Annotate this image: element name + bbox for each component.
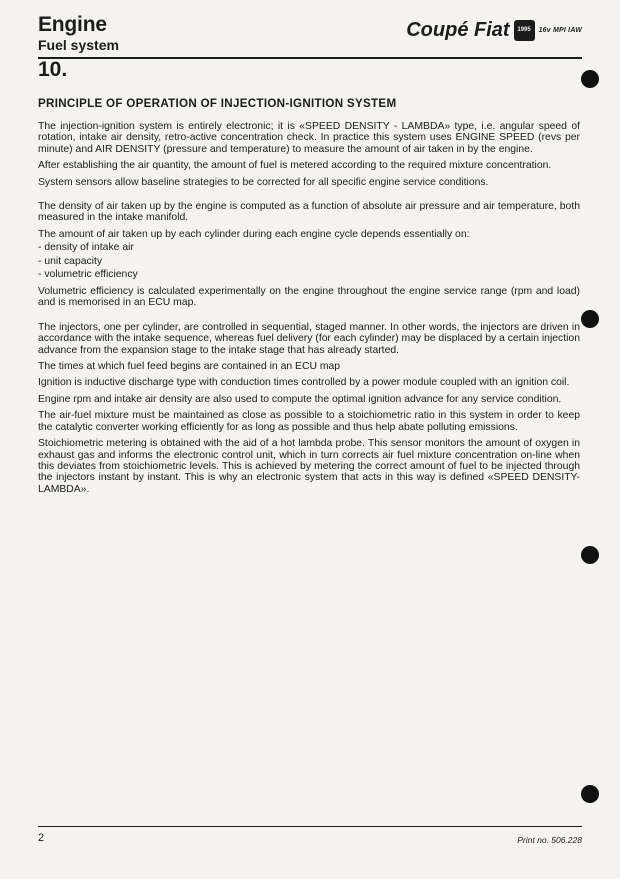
paragraph: Volumetric efficiency is calculated experimentally on the engine throughout the engine service range (rpm and load) and is memorised in an ECU map. xyxy=(38,286,580,309)
chapter-subtitle: Fuel system xyxy=(38,37,119,53)
binder-hole-icon xyxy=(581,785,599,803)
section-number: 10. xyxy=(38,58,68,81)
engine-label: 16v MPI IAW xyxy=(538,26,582,34)
model-year-badge: 1995 xyxy=(514,20,535,41)
header-left xyxy=(38,14,119,53)
binder-hole-icon xyxy=(581,546,599,564)
paragraph: After establishing the air quantity, the amount of fuel is metered according to the required mixture concentration. xyxy=(38,160,552,172)
header-right xyxy=(406,19,582,41)
paragraph: The density of air taken up by the engine is computed as a function of absolute air pressure and air temperature, both measured in the intake manifold. xyxy=(38,201,580,224)
chapter-title: Engine xyxy=(38,13,107,36)
paragraph: Ignition is inductive discharge type with conduction times controlled by a power module coupled with an ignition coil. xyxy=(38,377,570,389)
section-heading: PRINCIPLE OF OPERATION OF INJECTION-IGNITION SYSTEM xyxy=(38,97,397,110)
page-number: 2 xyxy=(38,832,45,844)
body-content xyxy=(38,97,580,500)
list-item: - volumetric efficiency xyxy=(38,269,138,281)
header-rule xyxy=(38,57,582,59)
list-item: - unit capacity xyxy=(38,255,103,267)
print-number: Print no. 506.228 xyxy=(517,835,582,845)
paragraph: The times at which fuel feed begins are contained in an ECU map xyxy=(38,361,341,373)
paragraph: Engine rpm and intake air density are also used to compute the optimal ignition advance for any service condition. xyxy=(38,393,562,405)
binder-hole-icon xyxy=(581,70,599,88)
paragraph: The amount of air taken up by each cylinder during each engine cycle depends essentially on: xyxy=(38,228,470,240)
binder-hole-icon xyxy=(581,310,599,328)
paragraph: The injection-ignition system is entirely electronic; it is «SPEED DENSITY - LAMBDA» type, i.e. angular speed of rotation, intake air density, retro-active concentration check. In practice this system uses ENGINE SPEED (revs per minute) and AIR DENSITY (pressure and temperature) to measure the amount of air taken in by the engine. xyxy=(38,121,580,155)
paragraph: The injectors, one per cylinder, are controlled in sequential, staged manner. In other words, the injectors are driven in accordance with the intake sequence, whereas fuel delivery (for each cylinder) may be displaced by a certain injection advance from the expansion stage to the intake stage that has already started. xyxy=(38,321,580,356)
brand-logo-text: Coupé Fiat xyxy=(406,19,510,41)
paragraph: System sensors allow baseline strategies to be corrected for all specific engine service conditions. xyxy=(38,176,489,188)
list-item: - density of intake air xyxy=(38,242,134,254)
paragraph: Stoichiometric metering is obtained with the aid of a hot lambda probe. This sensor monitors the amount of oxygen in exhaust gas and informs the electronic control unit, which in turn corrects air fuel mixture concentration on-line when this deviates from stoichiometric levels. This is achieved by metering the correct amount of fuel to be injected through the injectors instant by instant. This is why an electronic system that acts in this way is defined «SPEED DENSITY-LAMBDA». xyxy=(38,438,580,495)
footer-rule xyxy=(38,826,582,827)
paragraph: The air-fuel mixture must be maintained as close as possible to a stoichiometric ratio in this system in order to keep the catalytic converter working efficiently for as long as possible and thus help abate polluting emissions. xyxy=(38,410,580,433)
